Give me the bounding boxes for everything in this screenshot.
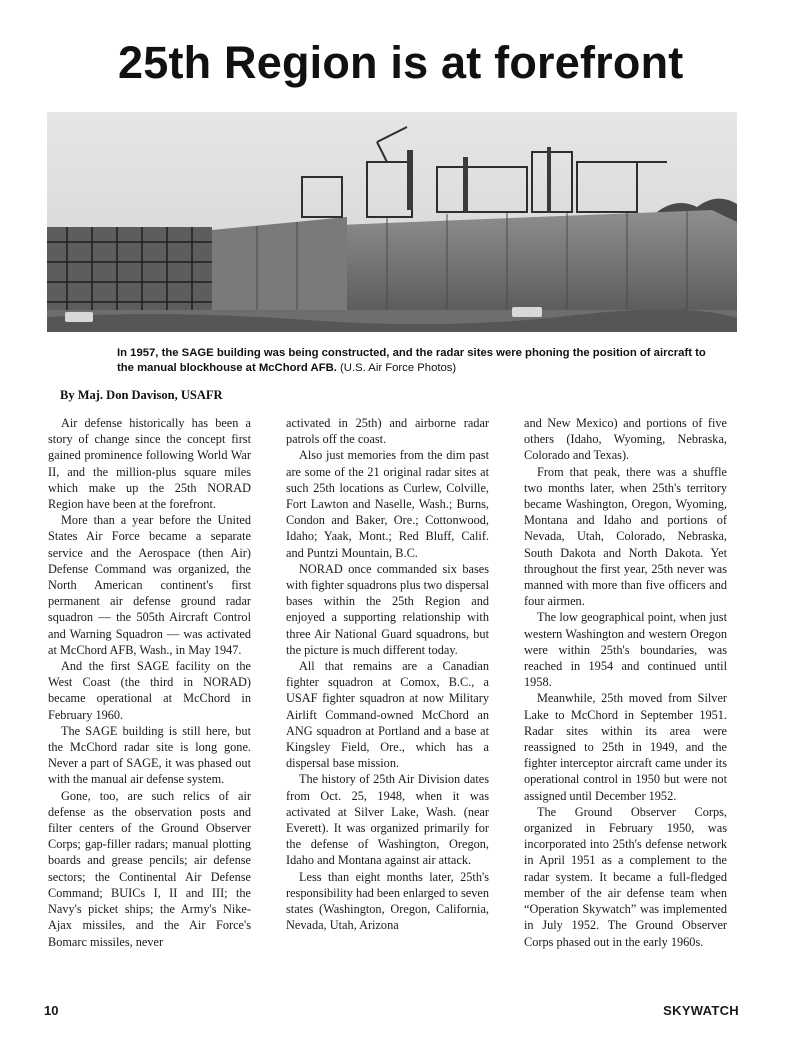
photo-caption [117,346,717,376]
text-column-3 [524,415,727,950]
magazine-name: SKYWATCH [663,1003,739,1018]
paragraph: And the first SAGE facility on the West Coast (the third in NORAD) became operational at McChord in February 1960. [48,659,251,722]
paragraph: Air defense historically has been a story of change since the concept first gained prominence following World War II, and the million-plus square miles which make up the 25th NORAD Region have been at the forefront. [48,416,251,512]
text-column-2 [286,415,489,934]
paragraph: From that peak, there was a shuffle two months later, when 25th's territory became Washington, Oregon, Wyoming, Montana and Idaho and portions of Nevada, Utah, Colorado, Nebraska, South Dakota and North Dakota. Yet throughout the first year, 25th never was manned with more than five officers and four airmen. [524,464,727,609]
article-headline: 25th Region is at forefront [118,37,684,88]
paragraph: The history of 25th Air Division dates from Oct. 25, 1948, when it was activated at Silver Lake, Wash. (near Everett). It was organized primarily for the defense of Washington, Oregon, Idaho and Montana against air attack. [286,772,489,868]
paragraph: All that remains are a Canadian fighter squadron at Comox, B.C., a USAF fighter squadron at now Military Airlift Command-owned McChord an ANG squadron at Portland and a base at Kingsley Field, Ore., which has a dispersal base mission. [286,659,489,771]
text-column-1 [48,415,251,950]
paragraph: The SAGE building is still here, but the McChord radar site is long gone. Never a part of SAGE, it was phased out with the manual air defense system. [48,723,251,787]
paragraph: Gone, too, are such relics of air defense as the observation posts and filter centers of the Ground Observer Corps; gap-filler radars; manual plotting boards and grease pencils; air defense sectors; the Continental Air Defense Command; BUICs I, II and III; the Navy's picket ships; the Army's Nike-Ajax missiles, and the Air Force's Bomarc missiles, never [48,788,251,949]
paragraph: and New Mexico) and portions of five others (Idaho, Wyoming, Nebraska, Colorado and Texas). [524,416,727,463]
paragraph: Less than eight months later, 25th's responsibility had been enlarged to seven states (Washington, Oregon, California, Nevada, Utah, Arizona [286,869,489,933]
paragraph: The low geographical point, when just western Washington and western Oregon were within 25th's boundaries, was reached in 1954 and continued until 1958. [524,610,727,690]
construction-photo [47,112,737,332]
paragraph: The Ground Observer Corps, organized in February 1950, was incorporated into 25th's defense network in April 1951 as a complement to the radar system. It became a full-fledged member of the air defense team when “Operation Skywatch” was implemented in July 1952. The Ground Observer Corps phased out in the early 1960s. [524,804,727,949]
paragraph: NORAD once commanded six bases with fighter squadrons plus two dispersal bases within the 25th Region and enjoyed a supporting relationship with three Air National Guard squadrons, but the picture is much different today. [286,561,489,657]
paragraph: activated in 25th) and airborne radar patrols off the coast. [286,416,489,447]
article-byline: By Maj. Don Davison, USAFR [60,388,223,402]
page-number: 10 [44,1003,59,1018]
photo-caption-text: In 1957, the SAGE building was being constructed, and the radar sites were phoning the position of aircraft to the manual blockhouse at McChord AFB. [117,347,706,374]
paragraph: Also just memories from the dim past are some of the 21 original radar sites at such 25th locations as Curlew, Colville, Fort Lawton and Naselle, Wash.; Burns, Condon and Baker, Ore.; Cottonwood, Idaho; Yaak, Mont.; Red Bluff, Calif. and Puntzi Mountain, B.C. [286,448,489,560]
paragraph: More than a year before the United States Air Force became a separate service and the Aerospace (then Air) Defense Command was organized, the North American continent's first permanent air defense ground radar squadron — the 505th Aircraft Control and Warning Squadron — was activated at McChord AFB, Wash., in May 1947. [48,513,251,657]
photo-credit: (U.S. Air Force Photos) [340,362,457,374]
paragraph: Meanwhile, 25th moved from Silver Lake to McChord in September 1951. Radar sites within its area were reassigned to 25th in 1949, and the fighter interceptor aircraft came under its operational control in 1950 but were not assigned until December 1952. [524,691,727,803]
